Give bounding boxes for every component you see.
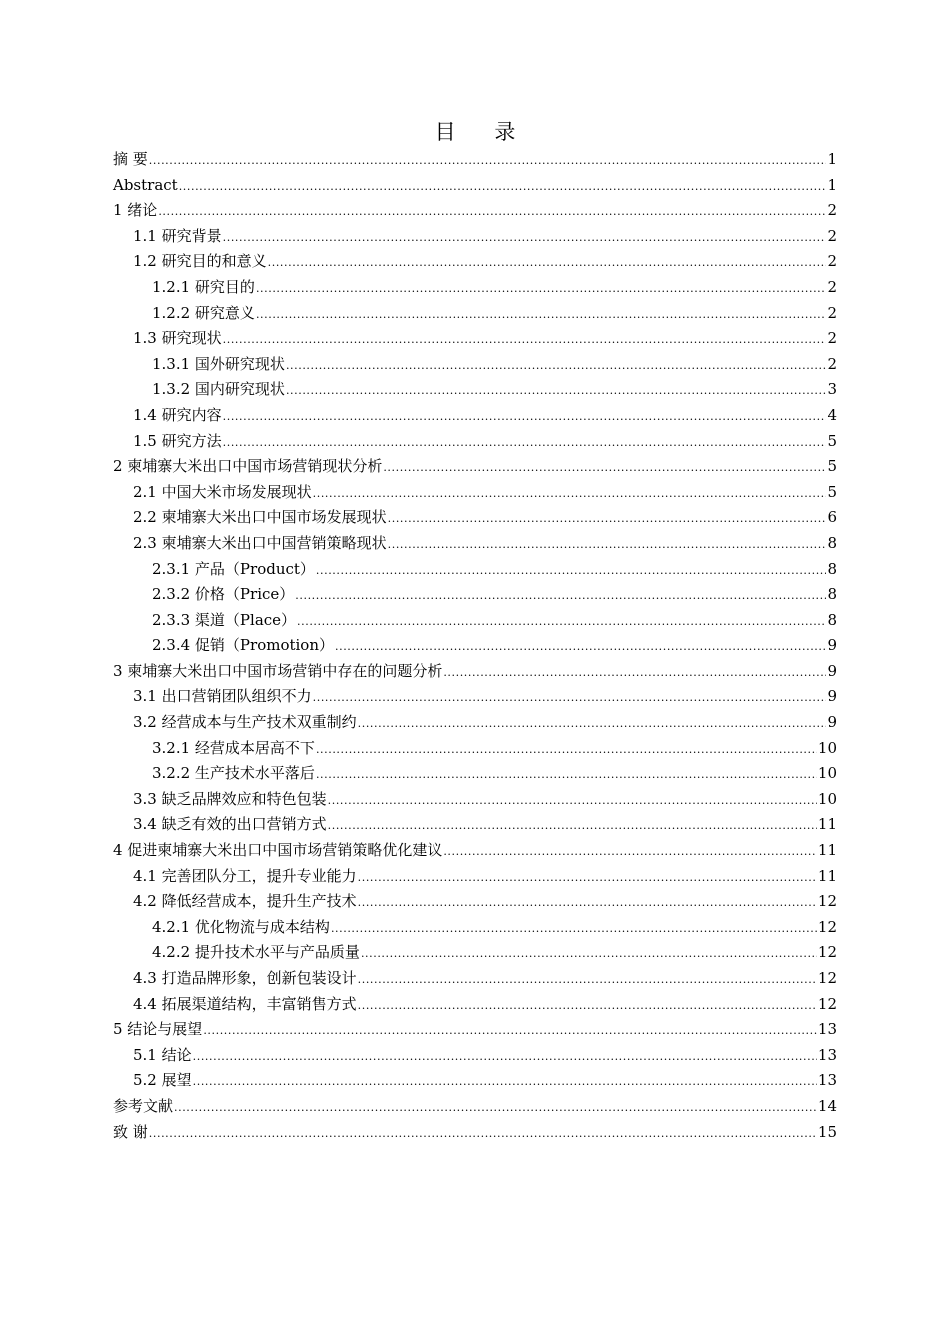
toc-entry-label: 4.1 完善团队分工，提升专业能力 — [133, 866, 357, 885]
toc-entry[interactable] — [113, 608, 837, 634]
toc-dot-leader — [316, 737, 817, 763]
toc-dot-leader — [223, 327, 827, 353]
toc-dot-leader — [443, 839, 817, 865]
toc-entry-label: 摘 要 — [113, 150, 148, 168]
toc-dot-leader — [358, 865, 817, 891]
toc-dot-leader — [388, 506, 827, 532]
toc-entry-page-number: 1 — [827, 175, 837, 194]
toc-entry[interactable] — [113, 557, 837, 583]
toc-dot-leader — [358, 993, 817, 1019]
toc-entry-label: 3.4 缺乏有效的出口营销方式 — [133, 815, 327, 834]
toc-entry[interactable] — [113, 864, 837, 890]
toc-entry[interactable] — [113, 1120, 837, 1146]
toc-dot-leader — [223, 404, 827, 430]
toc-entry[interactable] — [113, 659, 837, 685]
toc-entry[interactable] — [113, 966, 837, 992]
toc-entry[interactable] — [113, 684, 837, 710]
toc-entry[interactable] — [113, 403, 837, 429]
toc-entry-label: 1 绪论 — [113, 201, 158, 220]
toc-entry[interactable] — [113, 992, 837, 1018]
toc-entry-label: 4.3 打造品牌形象，创新包装设计 — [133, 969, 357, 987]
toc-entry-page-number: 9 — [827, 661, 837, 680]
toc-dot-leader — [313, 481, 827, 507]
toc-dot-leader — [313, 685, 827, 711]
toc-entry-page-number: 9 — [827, 713, 837, 732]
toc-entry[interactable] — [113, 454, 837, 480]
toc-entry-page-number: 9 — [827, 687, 837, 706]
toc-entry[interactable] — [113, 531, 837, 557]
toc-dot-leader — [256, 276, 827, 302]
toc-entry-page-number: 15 — [817, 1122, 837, 1141]
toc-entry[interactable] — [113, 377, 837, 403]
toc-dot-leader — [388, 532, 827, 558]
toc-dot-leader — [443, 660, 826, 686]
toc-entry-page-number: 11 — [817, 841, 837, 860]
toc-entry-page-number: 10 — [817, 738, 837, 757]
toc-entry-page-number: 4 — [827, 405, 837, 424]
toc-dot-leader — [358, 890, 817, 916]
toc-entry[interactable] — [113, 1043, 837, 1069]
toc-dot-leader — [149, 1121, 817, 1147]
toc-entry-page-number: 13 — [817, 1071, 837, 1090]
toc-dot-leader — [383, 455, 826, 481]
toc-entry-label: 1.2.2 研究意义 — [152, 303, 255, 322]
toc-entry-page-number: 2 — [827, 201, 837, 220]
toc-entry[interactable] — [113, 352, 837, 378]
toc-entry[interactable] — [113, 173, 837, 199]
toc-entry-page-number: 5 — [827, 482, 837, 501]
toc-entry-label: 1.2.1 研究目的 — [152, 277, 255, 296]
toc-entry-page-number: 8 — [827, 533, 837, 552]
toc-entry-page-number: 8 — [827, 610, 837, 629]
toc-entry-page-number: 3 — [827, 380, 837, 399]
toc-entry[interactable] — [113, 915, 837, 941]
toc-dot-leader — [297, 609, 826, 635]
toc-entry-label: Abstract — [113, 175, 178, 194]
toc-entry-label: 3.2.2 生产技术水平落后 — [152, 764, 315, 783]
toc-entry-label: 1.3.1 国外研究现状 — [152, 354, 285, 373]
toc-dot-leader — [223, 225, 827, 251]
toc-entry-page-number: 11 — [817, 866, 837, 885]
toc-entry-label: 致 谢 — [113, 1122, 148, 1141]
toc-entry[interactable] — [113, 301, 837, 327]
toc-dot-leader — [149, 148, 827, 174]
toc-dot-leader — [203, 1018, 817, 1044]
toc-entry[interactable] — [113, 1094, 837, 1120]
toc-entry-label: 4.2 降低经营成本，提升生产技术 — [133, 892, 357, 911]
toc-dot-leader — [328, 788, 817, 814]
toc-entry-page-number: 12 — [817, 892, 837, 911]
toc-dot-leader — [174, 1095, 817, 1121]
toc-entry-label: 参考文献 — [113, 1096, 174, 1115]
toc-dot-leader — [223, 430, 827, 456]
toc-entry-page-number: 12 — [817, 943, 837, 962]
toc-entry-label: 3.1 出口营销团队组织不力 — [133, 687, 312, 706]
toc-entry-label: 3 柬埔寨大米出口中国市场营销中存在的问题分析 — [113, 661, 443, 680]
toc-entry-label: 1.5 研究方法 — [133, 431, 222, 450]
toc-entry-page-number: 10 — [817, 764, 837, 783]
toc-entry-page-number: 11 — [817, 815, 837, 834]
toc-entry-page-number: 12 — [817, 969, 837, 987]
toc-entry-label: 2.2 柬埔寨大米出口中国市场发展现状 — [133, 508, 387, 527]
toc-entry[interactable] — [113, 633, 837, 659]
toc-entry-label: 5 结论与展望 — [113, 1020, 203, 1039]
toc-entry[interactable] — [113, 761, 837, 787]
toc-entry-label: 2.3.2 价格（Price） — [152, 585, 295, 604]
toc-entry-label: 5.2 展望 — [133, 1071, 192, 1090]
toc-entry-label: 2 柬埔寨大米出口中国市场营销现状分析 — [113, 457, 383, 476]
toc-dot-leader — [316, 762, 817, 788]
toc-dot-leader — [256, 302, 827, 328]
toc-dot-leader — [179, 174, 827, 200]
toc-entry-label: 2.1 中国大米市场发展现状 — [133, 482, 312, 501]
toc-dot-leader — [268, 250, 827, 276]
toc-entry-page-number: 2 — [827, 354, 837, 373]
toc-entry[interactable] — [113, 249, 837, 275]
toc-entry[interactable] — [113, 736, 837, 762]
toc-entry[interactable] — [113, 787, 837, 813]
toc-dot-leader — [361, 941, 817, 967]
toc-entry-label: 4 促进柬埔寨大米出口中国市场营销策略优化建议 — [113, 841, 443, 860]
toc-entry-page-number: 8 — [827, 585, 837, 604]
toc-entry-label: 1.3.2 国内研究现状 — [152, 380, 285, 399]
toc-entry-page-number: 12 — [817, 917, 837, 936]
toc-entry-page-number: 1 — [827, 150, 837, 168]
toc-entry[interactable] — [113, 838, 837, 864]
toc-entry-label: 2.3.4 促销（Promotion） — [152, 636, 334, 655]
toc-dot-leader — [193, 1044, 817, 1070]
toc-dot-leader — [316, 558, 827, 584]
toc-entry-label: 1.4 研究内容 — [133, 405, 222, 424]
toc-entry-label: 4.2.1 优化物流与成本结构 — [152, 917, 330, 936]
toc-dot-leader — [358, 967, 817, 993]
toc-entry[interactable] — [113, 710, 837, 736]
toc-entry-page-number: 2 — [827, 329, 837, 348]
toc-dot-leader — [286, 378, 827, 404]
toc-entry[interactable] — [113, 198, 837, 224]
toc-dot-leader — [331, 916, 817, 942]
toc-entry-page-number: 2 — [827, 226, 837, 245]
toc-dot-leader — [158, 199, 826, 225]
toc-dot-leader — [335, 634, 826, 660]
toc-entry-label: 1.1 研究背景 — [133, 226, 222, 245]
toc-dot-leader — [295, 583, 826, 609]
toc-entry-label: 3.2.1 经营成本居高不下 — [152, 738, 315, 757]
toc-entry-label: 3.2 经营成本与生产技术双重制约 — [133, 713, 357, 732]
toc-entry[interactable] — [113, 582, 837, 608]
toc-entry-page-number: 13 — [817, 1045, 837, 1064]
toc-entry-label: 4.4 拓展渠道结构，丰富销售方式 — [133, 994, 357, 1013]
toc-entry[interactable] — [113, 1017, 837, 1043]
toc-entry[interactable] — [113, 812, 837, 838]
toc-entry[interactable] — [113, 326, 837, 352]
toc-entry[interactable] — [113, 275, 837, 301]
toc-entry-label: 2.3.3 渠道（Place） — [152, 610, 297, 629]
toc-title: 目 录 — [434, 120, 532, 144]
toc-entry[interactable] — [113, 147, 837, 173]
toc-entry[interactable] — [113, 889, 837, 915]
table-of-contents — [113, 147, 837, 1145]
toc-entry-page-number: 10 — [817, 789, 837, 808]
toc-entry-page-number: 5 — [827, 431, 837, 450]
toc-entry-label: 5.1 结论 — [133, 1045, 192, 1064]
toc-entry-page-number: 13 — [817, 1020, 837, 1039]
toc-entry-page-number: 14 — [817, 1096, 837, 1115]
toc-dot-leader — [358, 711, 827, 737]
toc-entry-label: 1.2 研究目的和意义 — [133, 252, 267, 271]
toc-entry[interactable] — [113, 505, 837, 531]
toc-entry-page-number: 2 — [827, 277, 837, 296]
toc-entry-page-number: 9 — [827, 636, 837, 655]
toc-entry[interactable] — [113, 940, 837, 966]
toc-entry-page-number: 12 — [817, 994, 837, 1013]
toc-entry-page-number: 5 — [827, 457, 837, 476]
toc-entry-page-number: 6 — [827, 508, 837, 527]
toc-entry-page-number: 2 — [827, 252, 837, 271]
toc-entry-label: 3.3 缺乏品牌效应和特色包装 — [133, 789, 327, 808]
toc-entry[interactable] — [113, 429, 837, 455]
toc-entry[interactable] — [113, 1068, 837, 1094]
toc-entry-label: 4.2.2 提升技术水平与产品质量 — [152, 943, 360, 962]
toc-dot-leader — [193, 1069, 817, 1095]
toc-entry-page-number: 2 — [827, 303, 837, 322]
toc-entry-label: 2.3.1 产品（Product） — [152, 559, 315, 578]
toc-entry-page-number: 8 — [827, 559, 837, 578]
toc-entry[interactable] — [113, 480, 837, 506]
toc-entry-label: 1.3 研究现状 — [133, 329, 222, 348]
toc-entry[interactable] — [113, 224, 837, 250]
toc-entry-label: 2.3 柬埔寨大米出口中国营销策略现状 — [133, 533, 387, 552]
toc-dot-leader — [286, 353, 827, 379]
toc-dot-leader — [328, 813, 817, 839]
